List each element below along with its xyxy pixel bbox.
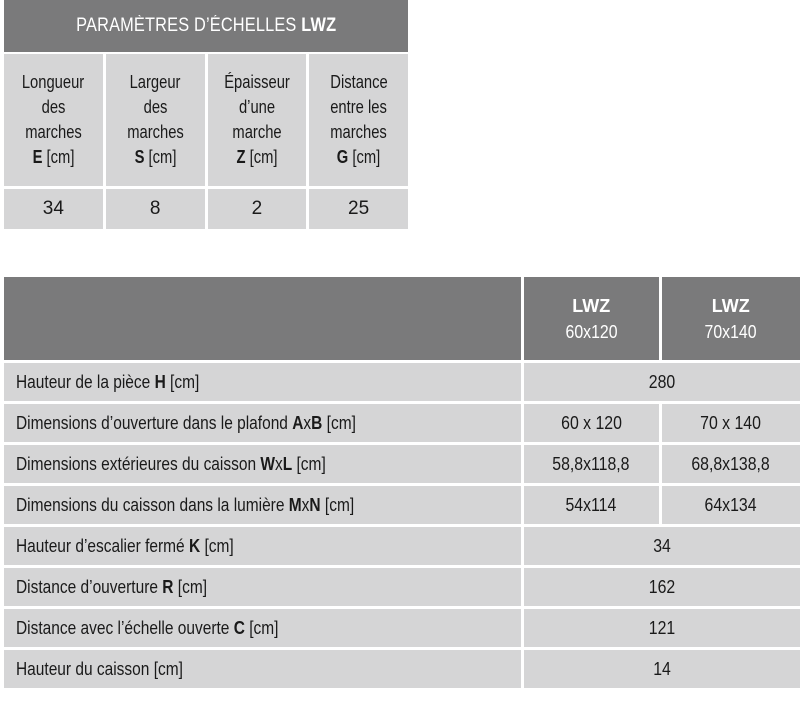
model-header-60x120	[524, 277, 658, 360]
label-unit: [cm]	[296, 453, 326, 474]
value-text: 60 x 120	[560, 412, 622, 433]
header-symbol: E	[32, 147, 43, 167]
value-text: 34	[653, 535, 671, 556]
value-text: 64x134	[704, 494, 757, 515]
dimensions-header-blank	[4, 277, 521, 360]
header-line: Largeur	[129, 72, 181, 92]
header-line: des	[41, 97, 66, 117]
value-70x140	[662, 486, 800, 524]
value-text: 70 x 140	[700, 412, 762, 433]
label-unit: [cm]	[326, 412, 356, 433]
shared-value	[524, 568, 800, 606]
header-unit: [cm]	[148, 147, 177, 167]
table-row	[4, 609, 800, 647]
value-60x120	[524, 486, 658, 524]
label-symbol-sep: x	[301, 494, 310, 515]
row-label	[4, 486, 521, 524]
model-header-70x140	[662, 277, 800, 360]
header-symbol-line	[236, 145, 277, 170]
header-line: marche	[232, 122, 282, 142]
value-text: 58,8x118,8	[552, 453, 630, 474]
parameter-value-distance: 25	[309, 189, 408, 229]
model-name: LWZ	[711, 295, 750, 316]
value-text: 14	[653, 658, 671, 679]
parameter-header-distance	[309, 54, 408, 186]
value-text: 54x114	[565, 494, 617, 515]
label-symbol: W	[260, 453, 275, 474]
header-unit: [cm]	[352, 147, 381, 167]
table-row	[4, 486, 800, 524]
row-label	[4, 650, 521, 688]
header-symbol: G	[336, 147, 349, 167]
value-text: 280	[648, 371, 676, 392]
label-unit: [cm]	[204, 535, 234, 556]
parameter-value-thickness: 2	[208, 189, 307, 229]
header-line: entre les	[330, 97, 387, 117]
label-text: Distance avec l’échelle ouverte	[16, 617, 230, 638]
table-row	[4, 568, 800, 606]
label-symbol: R	[162, 576, 174, 597]
label-text: Dimensions extérieures du caisson	[16, 453, 257, 474]
shared-value	[524, 527, 800, 565]
label-unit: [cm]	[170, 371, 200, 392]
header-symbol: Z	[236, 147, 246, 167]
row-label	[4, 363, 521, 401]
label-text: Distance d’ouverture	[16, 576, 158, 597]
shared-value	[524, 363, 800, 401]
table-row	[4, 527, 800, 565]
row-label	[4, 527, 521, 565]
label-text: Dimensions du caisson dans la lumière	[16, 494, 285, 515]
parameter-header-length	[4, 54, 103, 186]
row-label	[4, 568, 521, 606]
dimensions-header-row	[4, 277, 800, 360]
header-symbol-line	[134, 145, 176, 170]
parameter-header-row	[4, 54, 408, 186]
label-unit: [cm]	[324, 494, 355, 515]
table-row	[4, 650, 800, 688]
ladder-parameters-table	[4, 0, 408, 229]
parameter-value-length: 34	[4, 189, 103, 229]
label-text: Hauteur de la pièce	[16, 371, 151, 392]
header-line: des	[143, 97, 168, 117]
label-text: Hauteur du caisson	[16, 658, 150, 679]
title-bold: LWZ	[301, 15, 337, 36]
parameter-value-width: 8	[106, 189, 205, 229]
header-line: marches	[25, 122, 82, 142]
header-line: Distance	[329, 72, 388, 92]
parameter-value-row	[4, 186, 408, 229]
shared-value	[524, 609, 800, 647]
model-size: 60x120	[565, 321, 618, 342]
label-symbol: A	[292, 412, 304, 433]
label-symbol-sep: x	[274, 453, 283, 474]
header-unit: [cm]	[249, 147, 278, 167]
ladder-parameters-title	[4, 0, 408, 52]
header-line: marches	[330, 122, 387, 142]
label-text: Dimensions d’ouverture dans le plafond	[16, 412, 288, 433]
model-size: 70x140	[704, 321, 757, 342]
header-symbol: S	[134, 147, 145, 167]
value-text: 162	[648, 576, 676, 597]
label-symbol: M	[288, 494, 302, 515]
model-name: LWZ	[572, 295, 611, 316]
header-symbol-line	[32, 145, 74, 170]
parameter-header-thickness	[208, 54, 307, 186]
label-symbol: H	[154, 371, 166, 392]
value-60x120	[524, 445, 658, 483]
table-row	[4, 445, 800, 483]
row-label	[4, 404, 521, 442]
header-line: d’une	[238, 97, 275, 117]
parameter-header-width	[106, 54, 205, 186]
value-70x140	[662, 404, 800, 442]
label-unit: [cm]	[249, 617, 279, 638]
table-row	[4, 363, 800, 401]
row-label	[4, 609, 521, 647]
dimensions-table	[4, 277, 800, 691]
label-symbol: K	[188, 535, 201, 556]
value-60x120	[524, 404, 658, 442]
shared-value	[524, 650, 800, 688]
label-unit: [cm]	[153, 658, 183, 679]
label-symbol: C	[233, 617, 245, 638]
title-prefix: PARAMÈTRES D’ÉCHELLES	[75, 15, 297, 36]
value-70x140	[662, 445, 800, 483]
table-row	[4, 404, 800, 442]
label-symbol-sep: x	[303, 412, 312, 433]
header-symbol-line	[337, 145, 380, 170]
value-text: 121	[648, 617, 676, 638]
header-line: marches	[126, 122, 184, 142]
label-unit: [cm]	[177, 576, 208, 597]
label-symbol: L	[282, 453, 293, 474]
header-line: Épaisseur	[224, 72, 290, 92]
row-label	[4, 445, 521, 483]
header-line: Longueur	[22, 72, 85, 92]
value-text: 68,8x138,8	[691, 453, 770, 474]
label-symbol: N	[309, 494, 321, 515]
label-text: Hauteur d’escalier fermé	[16, 535, 185, 556]
header-unit: [cm]	[46, 147, 75, 167]
label-symbol: B	[311, 412, 323, 433]
